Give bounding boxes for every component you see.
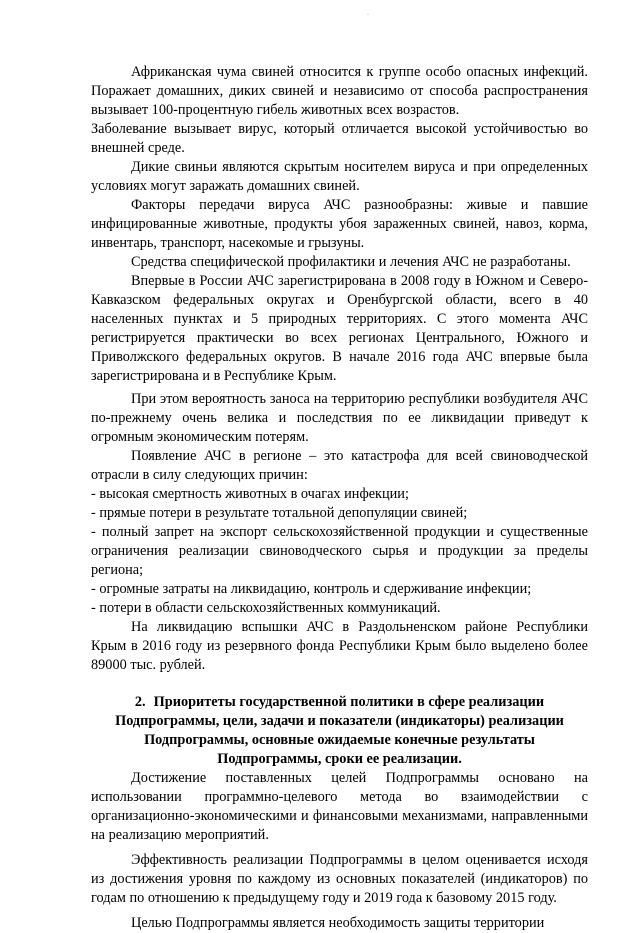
section-2-number: 2. xyxy=(134,694,146,710)
paragraph-no-prevention: Средства специфической профилактики и лечения АЧС не разработаны. xyxy=(131,254,571,270)
paragraph-asf-definition: Африканская чума свиней относится к группе особо опасных инфекций. Поражает домашних, диких свиней и независимо от способа распространения вызывает 100-процентную гибель животных всех возрастов. xyxy=(91,64,588,118)
list-item: - высокая смертность животных в очагах инфекции; xyxy=(91,486,409,502)
section-2-title: Приоритеты государственной политики в сфере реализации Подпрограммы, цели, задачи и показатели (индикаторы) реализации Подпрограммы, основные ожидаемые конечные результаты Подпрограммы, сроки ее реализации. xyxy=(115,694,564,767)
reasons-list xyxy=(91,485,588,618)
list-item: - прямые потери в результате тотальной депопуляции свиней; xyxy=(91,505,468,521)
paragraph-funding: На ликвидацию вспышки АЧС в Раздольненском районе Республики Крым в 2016 году из резервного фонда Республики Крым было выделено более 89000 тыс. рублей. xyxy=(91,619,588,673)
list-item: - огромные затраты на ликвидацию, контроль и сдерживание инфекции; xyxy=(91,581,532,597)
paragraph-wild-boars: Дикие свиньи являются скрытым носителем вируса и при определенных условиях могут заражать домашних свиней. xyxy=(91,159,588,194)
paragraph-catastrophe: Появление АЧС в регионе – это катастрофа для всей свиноводческой отрасли в силу следующих причин: xyxy=(91,448,588,483)
document-body xyxy=(91,63,588,933)
paragraph-russia-history: Впервые в России АЧС зарегистрирована в 2008 году в Южном и Северо-Кавказском федеральных округах и Оренбургской области, всего в 40 населенных пунктах и 5 природных территориях. С этого момента АЧС регистрируется практически во всех регионах Центрального, Южного и Приволжского федеральных округов. В начале 2016 года АЧС впервые была зарегистрирована и в Республике Крым. xyxy=(91,273,588,384)
paragraph-virus-resistance: Заболевание вызывает вирус, который отличается высокой устойчивостью во внешней среде. xyxy=(91,121,588,156)
list-item: - полный запрет на экспорт сельскохозяйственной продукции и существенные ограничения реализации свиноводческого сырья и продукции за пределы региона; xyxy=(91,524,588,578)
section-2-heading xyxy=(91,693,588,769)
paragraph-goal: Целью Подпрограммы является необходимость защиты территории xyxy=(131,915,545,931)
paragraph-efficiency: Эффективность реализации Подпрограммы в целом оценивается исходя из достижения уровня по каждому из основных показателей (индикаторов) по годам по отношению к предыдущему году и 2019 года к базовому 2015 году. xyxy=(91,852,588,906)
paragraph-goal-achievement: Достижение поставленных целей Подпрограммы основано на использовании программно-целевого метода во взаимодействии с организационно-экономическими и финансовыми механизмами, направленными на реализацию мероприятий. xyxy=(91,770,588,843)
list-item: - потери в области сельскохозяйственных коммуникаций. xyxy=(91,600,441,616)
paragraph-risk: При этом вероятность заноса на территорию республики возбудителя АЧС по-прежнему очень велика и последствия по ее ликвидации приведут к огромным экономическим потерям. xyxy=(91,391,588,445)
page-mark: · xyxy=(367,12,369,18)
paragraph-transmission-factors: Факторы передачи вируса АЧС разнообразны: живые и павшие инфицированные животные, продукты убоя зараженных свиней, навоз, корма, инвентарь, транспорт, насекомые и грызуны. xyxy=(91,197,588,251)
